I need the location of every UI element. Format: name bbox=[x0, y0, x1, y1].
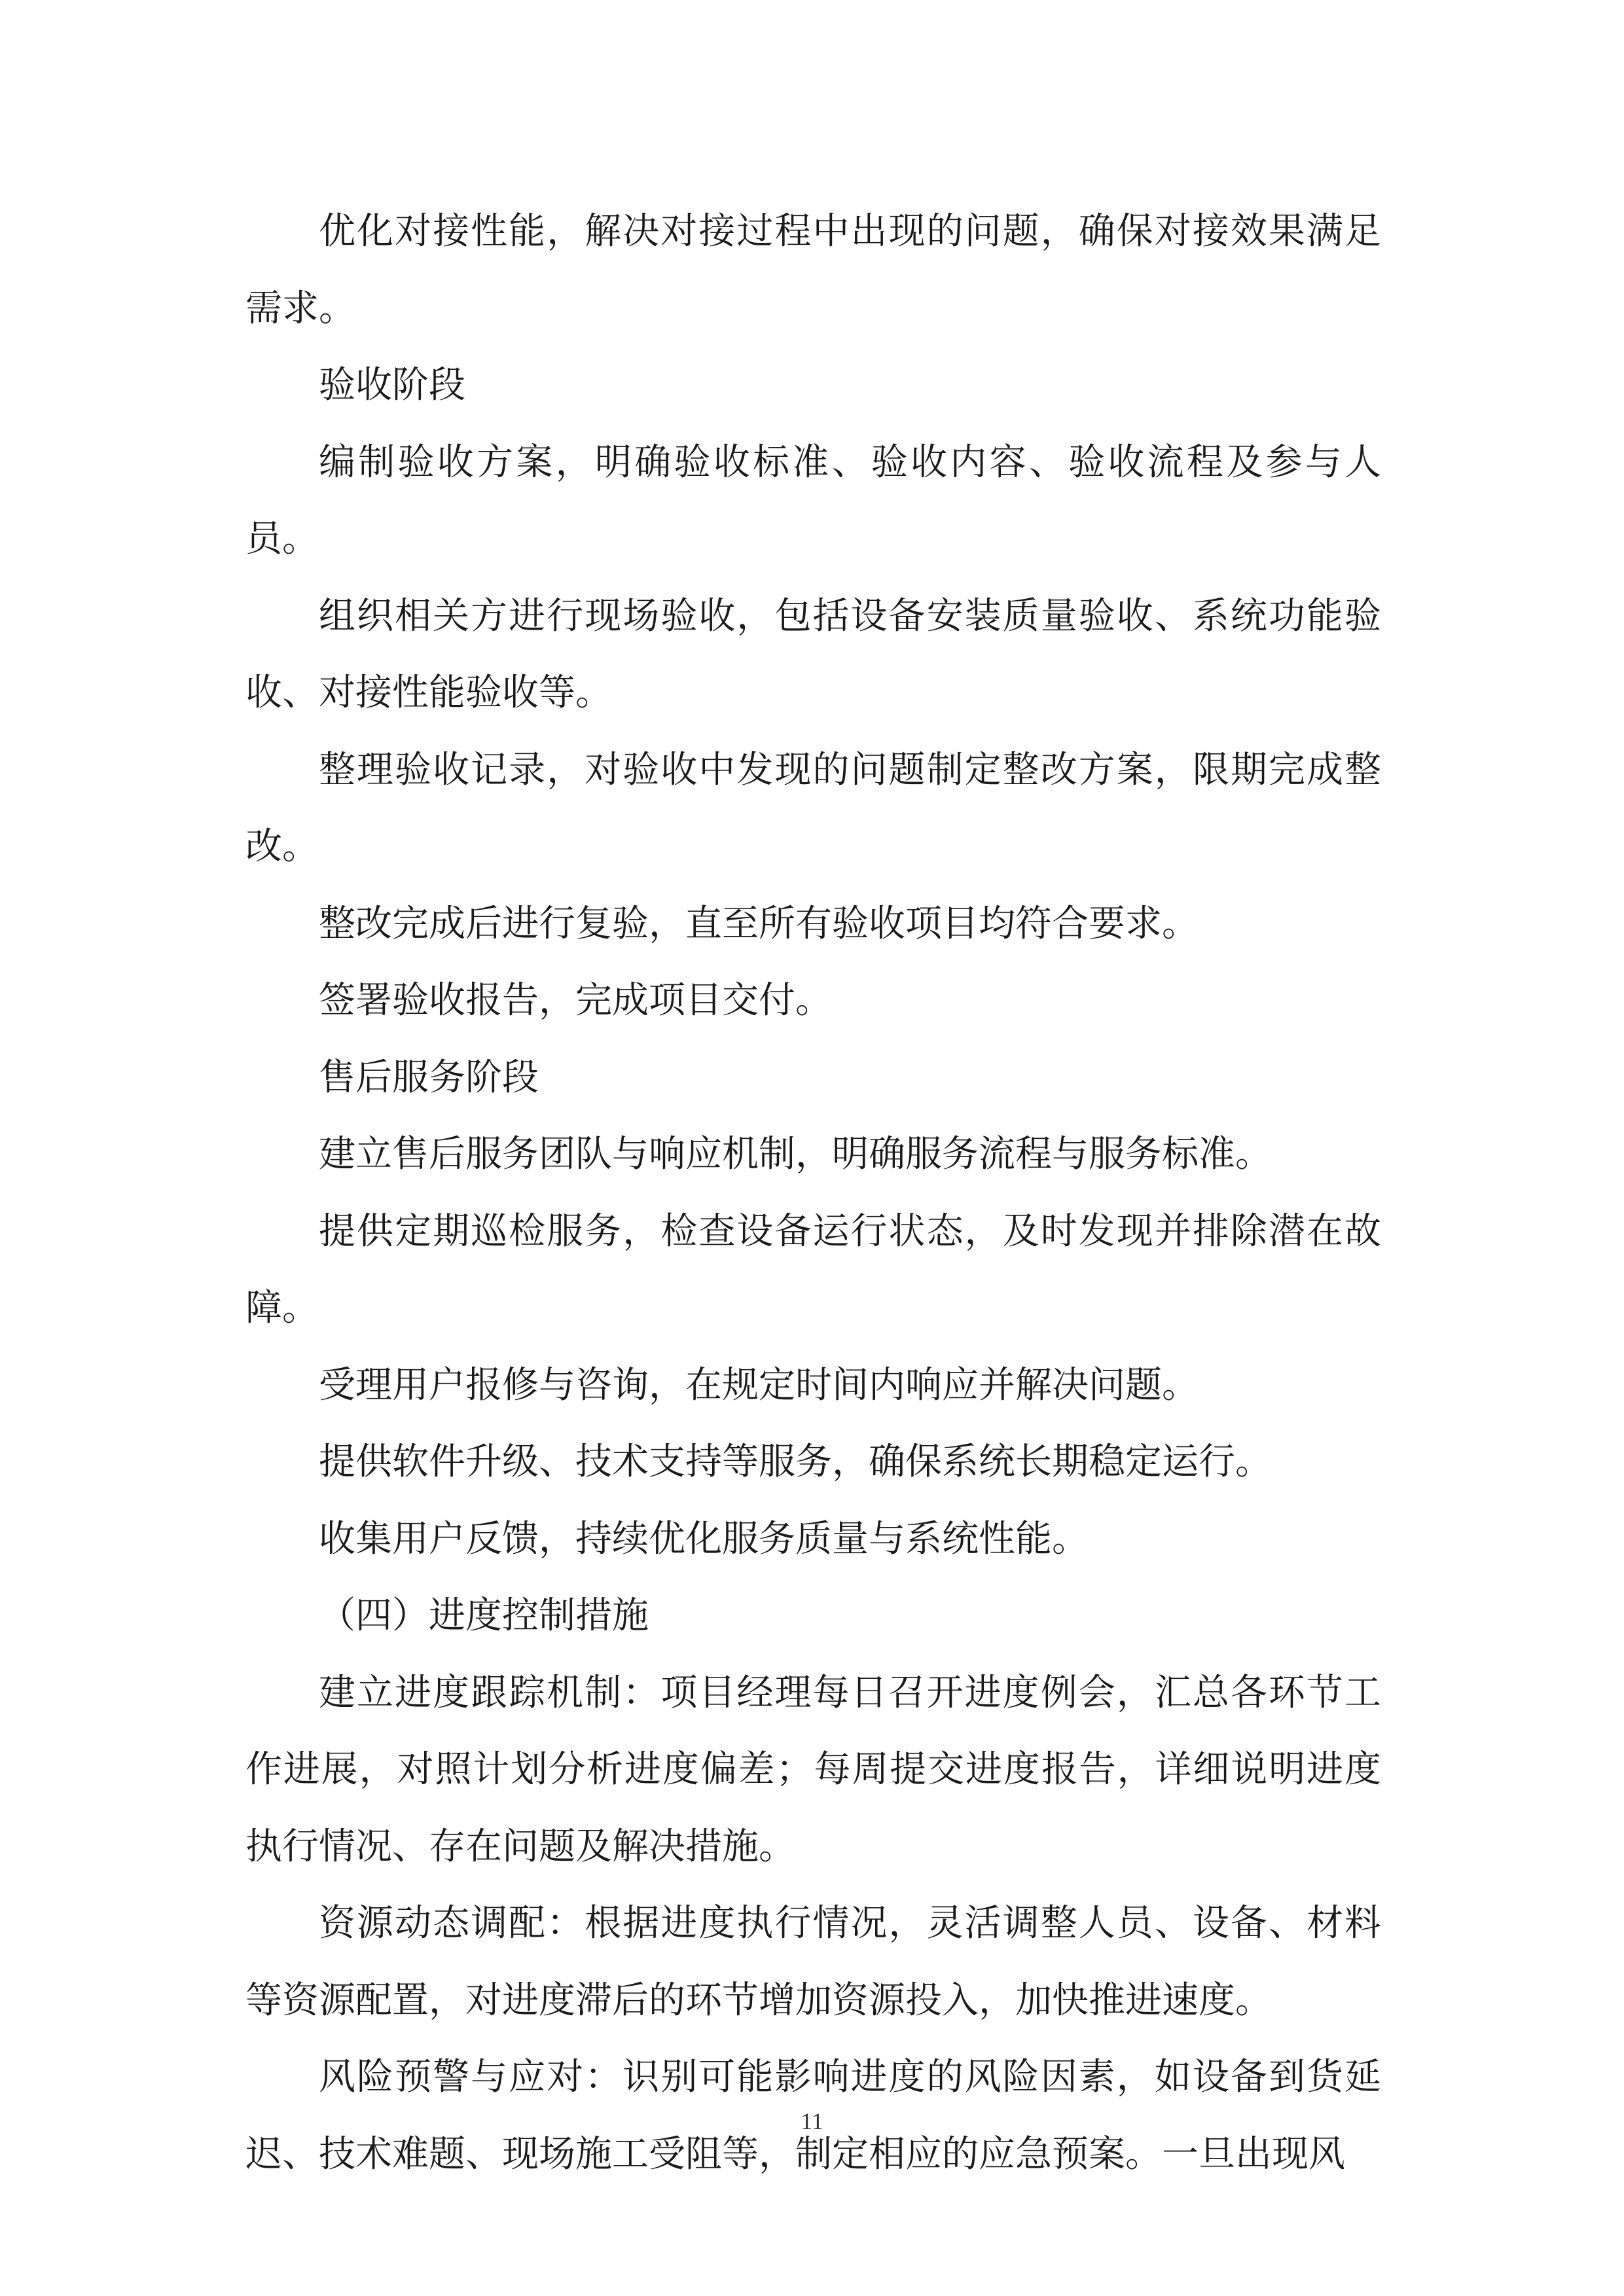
paragraph-onsite-acceptance: 组织相关方进行现场验收，包括设备安装质量验收、系统功能验收、对接性能验收等。 bbox=[245, 594, 1381, 714]
paragraph-repair-requests: 受理用户报修与咨询，在规定时间内响应并解决问题。 bbox=[319, 1363, 1199, 1407]
heading-acceptance-stage: 验收阶段 bbox=[319, 364, 465, 406]
paragraph-re-inspection: 整改完成后进行复验，直至所有验收项目均符合要求。 bbox=[319, 902, 1199, 945]
paragraph-risk-warning: 风险预警与应对：识别可能影响进度的风险因素，如设备到货延迟、技术难题、现场施工受阻等，制定相应的应急预案。一旦出现风 bbox=[245, 2056, 1381, 2176]
paragraph-software-upgrades: 提供软件升级、技术支持等服务，确保系统长期稳定运行。 bbox=[319, 1441, 1272, 1483]
page-number: 11 bbox=[801, 2108, 823, 2134]
paragraph-progress-tracking: 建立进度跟踪机制：项目经理每日召开进度例会，汇总各环节工作进展，对照计划分析进度偏差；每周提交进度报告，详细说明进度执行情况、存在问题及解决措施。 bbox=[245, 1671, 1381, 1868]
paragraph-user-feedback: 收集用户反馈，持续优化服务质量与系统性能。 bbox=[319, 1517, 1089, 1560]
paragraph-docking-optimization: 优化对接性能，解决对接过程中出现的问题，确保对接效果满足需求。 bbox=[245, 210, 1381, 330]
paragraph-acceptance-report: 签署验收报告，完成项目交付。 bbox=[319, 979, 832, 1022]
paragraph-periodic-inspection: 提供定期巡检服务，检查设备运行状态，及时发现并排除潜在故障。 bbox=[245, 1210, 1381, 1329]
body-text bbox=[245, 193, 1381, 2193]
paragraph-service-team: 建立售后服务团队与响应机制，明确服务流程与服务标准。 bbox=[319, 1133, 1272, 1175]
paragraph-acceptance-records: 整理验收记录，对验收中发现的问题制定整改方案，限期完成整改。 bbox=[245, 748, 1381, 868]
heading-after-sales-stage: 售后服务阶段 bbox=[319, 1056, 539, 1099]
heading-schedule-control: （四）进度控制措施 bbox=[319, 1594, 649, 1637]
paragraph-acceptance-plan: 编制验收方案，明确验收标准、验收内容、验收流程及参与人员。 bbox=[245, 440, 1381, 560]
paragraph-resource-allocation: 资源动态调配：根据进度执行情况，灵活调整人员、设备、材料等资源配置，对进度滞后的环节增加资源投入，加快推进速度。 bbox=[245, 1902, 1381, 2022]
